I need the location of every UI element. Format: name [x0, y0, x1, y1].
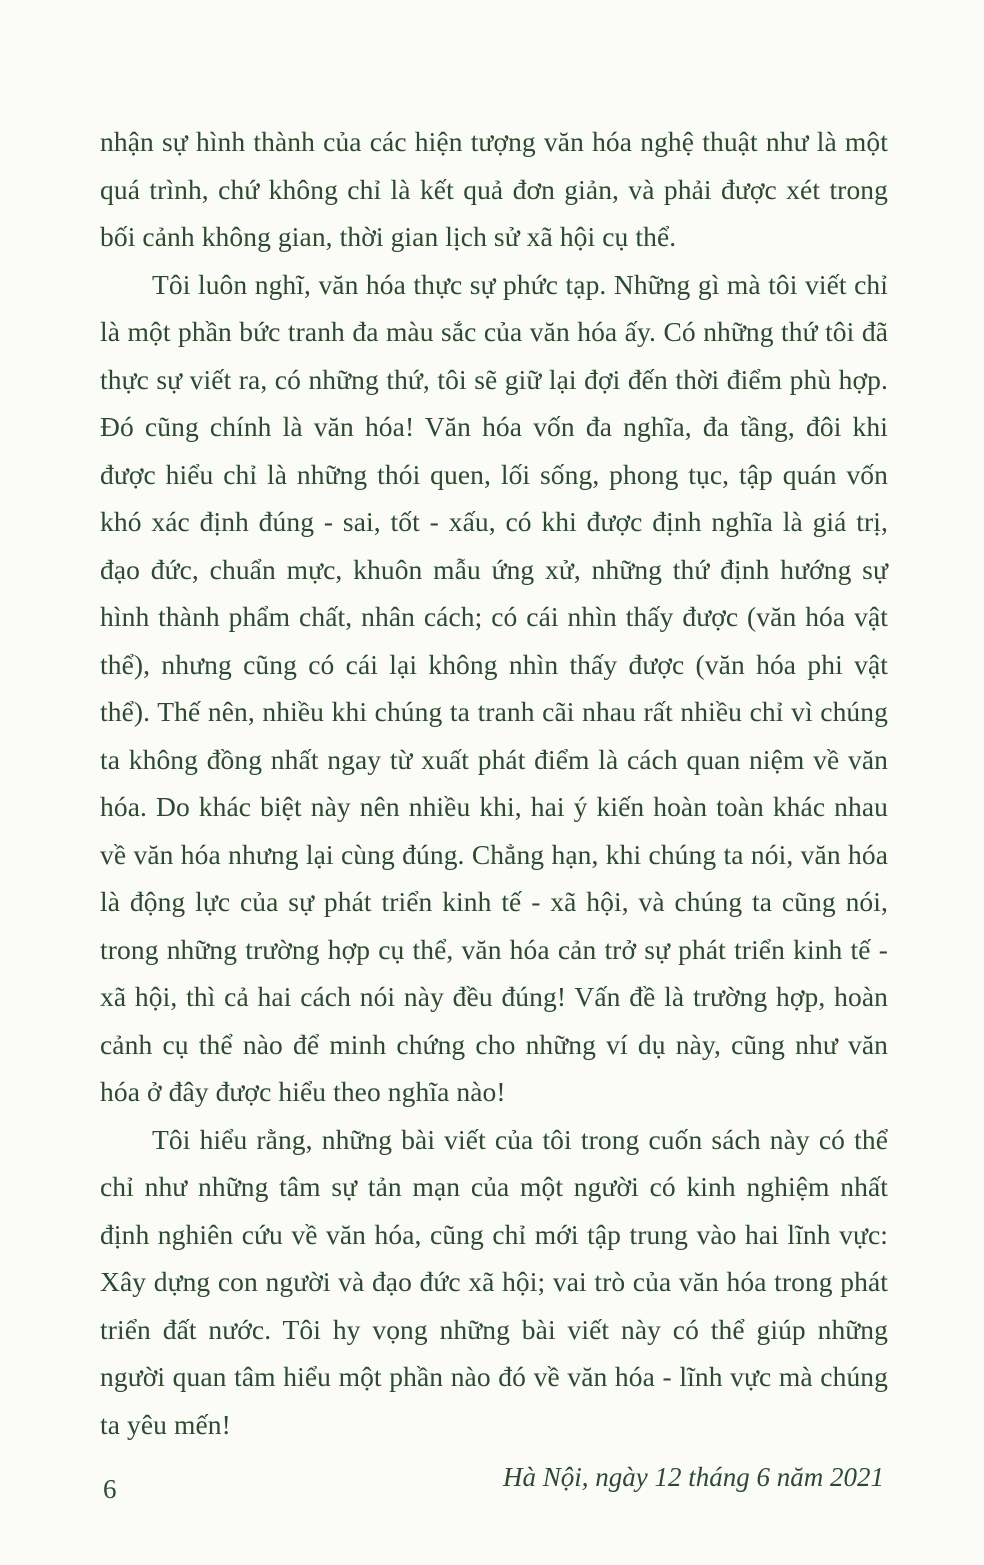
page-body	[100, 118, 888, 1448]
paragraph-2: Tôi luôn nghĩ, văn hóa thực sự phức tạp. Những gì mà tôi viết chỉ là một phần bức tranh đa màu sắc của văn hóa ấy. Có những thứ tôi đã thực sự viết ra, có những thứ, tôi sẽ giữ lại đợi đến thời điểm phù hợp. Đó cũng chính là văn hóa! Văn hóa vốn đa nghĩa, đa tầng, đôi khi được hiểu chỉ là những thói quen, lối sống, phong tục, tập quán vốn khó xác định đúng - sai, tốt - xấu, có khi được định nghĩa là giá trị, đạo đức, chuẩn mực, khuôn mẫu ứng xử, những thứ định hướng sự hình thành phẩm chất, nhân cách; có cái nhìn thấy được (văn hóa vật thể), nhưng cũng có cái lại không nhìn thấy được (văn hóa phi vật thể). Thế nên, nhiều khi chúng ta tranh cãi nhau rất nhiều chỉ vì chúng ta không đồng nhất ngay từ xuất phát điểm là cách quan niệm về văn hóa. Do khác biệt này nên nhiều khi, hai ý kiến hoàn toàn khác nhau về văn hóa nhưng lại cùng đúng. Chẳng hạn, khi chúng ta nói, văn hóa là động lực của sự phát triển kinh tế - xã hội, và chúng ta cũng nói, trong những trường hợp cụ thể, văn hóa cản trở sự phát triển kinh tế - xã hội, thì cả hai cách nói này đều đúng! Vấn đề là trường hợp, hoàn cảnh cụ thể nào để minh chứng cho những ví dụ này, cũng như văn hóa ở đây được hiểu theo nghĩa nào!	[100, 268, 888, 1107]
signature-line: Hà Nội, ngày 12 tháng 6 năm 2021	[503, 1462, 884, 1492]
paragraph-3: Tôi hiểu rằng, những bài viết của tôi trong cuốn sách này có thể chỉ như những tâm sự tản mạn của một người có kinh nghiệm nhất định nghiên cứu về văn hóa, cũng chỉ mới tập trung vào hai lĩnh vực: Xây dựng con người và đạo đức xã hội; vai trò của văn hóa trong phát triển đất nước. Tôi hy vọng những bài viết này có thể giúp những người quan tâm hiểu một phần nào đó về văn hóa - lĩnh vực mà chúng ta yêu mến!	[100, 1123, 888, 1440]
page-number: 6	[103, 1474, 117, 1504]
paragraph-1: nhận sự hình thành của các hiện tượng văn hóa nghệ thuật như là một quá trình, chứ không chỉ là kết quả đơn giản, và phải được xét trong bối cảnh không gian, thời gian lịch sử xã hội cụ thể.	[100, 126, 888, 252]
